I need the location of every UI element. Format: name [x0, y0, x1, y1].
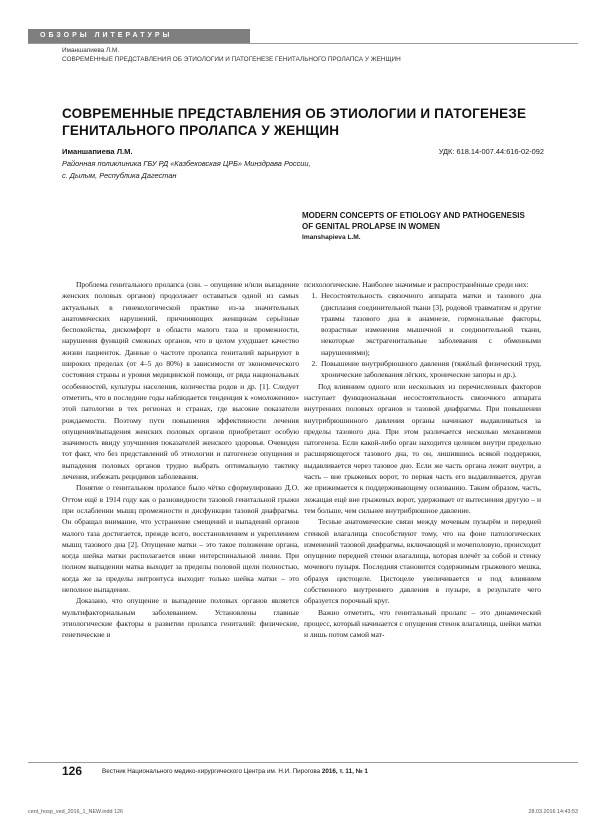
english-title-line-1: MODERN CONCEPTS OF ETIOLOGY AND PATHOGENESIS — [302, 211, 525, 220]
affiliation — [62, 158, 311, 182]
author-name: Иманшапиева Л.М. — [62, 147, 133, 156]
print-datetime: 28.03.2016 14:43:53 — [528, 809, 578, 815]
paragraph: Понятие о генитальном пролапсе было чётко сформулировано Д.О. Оттом ещё в 1914 году как о разновидности тазовой генитальной грыжи при ослаблении мышц промежности и дисфункции тазовой диафрагмы. Он обращал внимание, что устранение смещений и выпадений органов малого таза достигается, прежде всего, восстановлением и укреплением мышц тазового дна [2]. Опущение матки – это такое положение органа, когда шейка матки располагается ниже интерспинальной линии. При полном выпадении матка выходит за пределы половой щели полностью, когда же за пределы интроитуса выходит только шейка матки – это неполное выпадение. — [62, 483, 299, 595]
footer-rule — [28, 762, 578, 763]
paragraph: Важно отметить, что генитальный пролапс – это динамический процесс, который начинается с опущения стенок влагалища, шейки матки и лишь потом самой мат- — [304, 607, 541, 640]
journal-citation — [102, 768, 368, 775]
paragraph: Под влиянием одного или нескольких из перечисленных факторов наступает функциональная несостоятельность связочного аппарата внутренних половых органов и тазовой диафрагмы. При повышении внутрибрюшинного давления органы начинают выдавливаться за пределы тазового дна. При этом различается несколько механизмов патогенеза. Если какой-либо орган находится целиком внутри предельно расширяющегося тазового дна, то он, лишившись всякой поддержки, выдавливается через тазовое дно. Если же часть органа лежит внутри, а часть – вне грыжевых ворот, то первая часть его выдавливается, другая же прижимается к поддерживающему основанию. Таким образом, часть, лежащая ещё вне грыжевых ворот, удерживает от вытеснения другую – и тем больше, чем сильнее внутрибрюшное давление. — [304, 381, 541, 515]
right-column — [304, 279, 541, 641]
udk-code: УДК: 618.14-007.44:616-02-092 — [438, 147, 544, 156]
factor-list — [304, 290, 541, 380]
affiliation-line-1: Районная поликлиника ГБУ РД «Казбековская ЦРБ» Минздрава России, — [62, 159, 311, 168]
english-title-line-2: OF GENITAL PROLAPSE IN WOMEN — [302, 222, 440, 231]
list-item: 1. Несостоятельность связочного аппарата матки и тазового дна (дисплазия соединительной ткани [3], родовой травматизм и другие травмы тазового дна в анамнезе, гормональные факторы, возрастные изменения мышечной и соединительной ткани, некоторые экстрагенитальные заболевания с обменными нарушениями); — [319, 290, 541, 358]
running-head-author: Иманшапиева Л.М. — [62, 47, 120, 54]
journal-name: Вестник Национального медико-хирургического Центра им. Н.И. Пирогова — [102, 768, 321, 775]
affiliation-line-2: с. Дылым, Республика Дагестан — [62, 171, 177, 180]
running-head-title: СОВРЕМЕННЫЕ ПРЕДСТАВЛЕНИЯ ОБ ЭТИОЛОГИИ И ПАТОГЕНЕЗЕ ГЕНИТАЛЬНОГО ПРОЛАПСА У ЖЕНЩИН — [62, 56, 401, 63]
left-column — [62, 279, 299, 641]
english-title — [302, 210, 547, 232]
list-item: 2. Повышение внутрибрюшного давления (тяжёлый физический труд, хронические заболевания лёгких, хронические запоры и др.). — [319, 358, 541, 381]
paragraph: Проблема генитального пролапса (син. – опущение и/или выпадение женских половых органов) продолжает оставаться одной из самых актуальных в гинекологической практике из-за значительных анатомических нарушений, причиняющих женщинам серьёзные беспокойства, дискомфорт в области малого таза и промежности, нарушения функций смежных органов, что в целом ухудшает качество жизни пациенток. Данные о частоте пролапса гениталий варьируют в широких пределах (от 4–5 до 80%) в зависимости от экономического состояния страны и уровня медицинской помощи, от ряда национальных особенностей, культуры населения, количества родов и др. [1]. Следует отметить, что в последние годы наблюдается тенденция к «омоложению» этой патологии в тех регионах и странах, где высокие показатели рождаемости. Поэтому пути повышения эффективности лечения опущения/выпадения женских половых органов приобретают особую значимость ввиду улучшения показателей женского здоровья. Очевиден тот факт, что без представлений об этиологии и патогенезе опущения и выпадения половых органов трудно выбрать оптимальную тактику лечения, избежать рецидивов заболевания. — [62, 280, 299, 482]
paragraph: психологические. Наиболее значимые и распространённые среди них: — [304, 280, 529, 289]
article-title — [62, 105, 562, 139]
section-band: ОБЗОРЫ ЛИТЕРАТУРЫ — [28, 29, 250, 43]
paragraph: Доказано, что опущение и выпадение половых органов является мультифакториальным заболеванием. Установлены главные этиологические факторы в развитии пролапса гениталий: физические, генетические и — [62, 596, 299, 640]
english-author: Imanshapieva L.M. — [302, 234, 361, 241]
paragraph: Тесные анатомические связи между мочевым пузырём и передней стенкой влагалища способствуют тому, что на фоне патологических изменений тазовой диафрагмы, включающей и мочеполовую, происходит опущение передней стенки влагалища, которая влечёт за собой и стенку мочевого пузыря. Последняя становится содержимым грыжевого мешка, образуя цистоцеле. Цистоцеле увеличивается и под влиянием собственного внутреннего давления в пузыре, в результате чего образуется порочный круг. — [304, 517, 541, 606]
header-rule — [28, 43, 578, 44]
article-title-line-1: СОВРЕМЕННЫЕ ПРЕДСТАВЛЕНИЯ ОБ ЭТИОЛОГИИ И ПАТОГЕНЕЗЕ — [62, 106, 527, 121]
page-number: 126 — [62, 764, 83, 778]
article-title-line-2: ГЕНИТАЛЬНОГО ПРОЛАПСА У ЖЕНЩИН — [62, 123, 340, 138]
print-file-info: cent_hosp_ved_2016_1_NEW.indd 126 — [28, 809, 124, 815]
journal-issue: 2016, т. 11, № 1 — [321, 768, 368, 775]
